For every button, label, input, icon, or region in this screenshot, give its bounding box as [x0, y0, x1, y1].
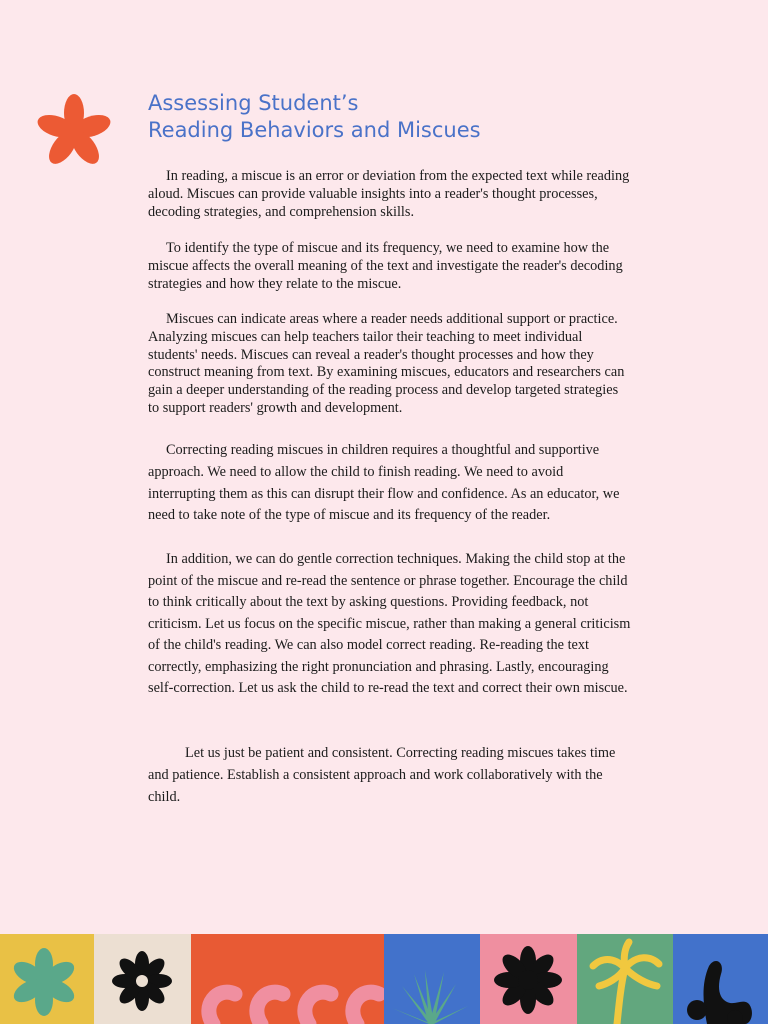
title-line-1: Assessing Student’s	[148, 91, 359, 115]
black-daisy-icon	[480, 934, 577, 1024]
paragraph-miscue-definition: In reading, a miscue is an error or deviation from the expected text while reading aloud. Miscues can provide valuable insights into a reader's thought processes, decoding strategies, and comprehension skills.	[148, 168, 630, 220]
green-leaf-icon	[384, 934, 480, 1024]
green-flower-icon	[0, 934, 94, 1024]
black-daisy-icon	[94, 934, 191, 1024]
paragraph-correcting-miscues: Correcting reading miscues in children requires a thoughtful and supportive approach. We need to allow the child to finish reading. We need to avoid interrupting them as this can disrupt their flow and confidence. As an educator, we need to take note of the type of miscue and its frequency of the reader.	[148, 442, 620, 524]
paragraph-identify-miscue: To identify the type of miscue and its frequency, we need to examine how the miscue affects the overall meaning of the text and investigate the reader's decoding strategies and how they relate to the miscue.	[148, 240, 623, 292]
band-tile	[384, 934, 480, 1024]
paragraph-correction-techniques: In addition, we can do gentle correction techniques. Making the child stop at the point of the miscue and re-read the sentence or phrase together. Encourage the child to think critically about the text by asking questions. Providing feedback, not criticism. Let us focus on the specific miscue, rather than making a general criticism of the child's reading. We can also model correct reading. Re-reading the text correctly, emphasizing the right pronunciation and phrasing. Lastly, encouraging self-correction. Let us ask the child to re-read the text and correct their own miscue.	[148, 551, 631, 696]
paragraph-miscue-analysis: Miscues can indicate areas where a reader needs additional support or practice. Analyzing miscues can help teachers tailor their teaching to meet individual students' needs. Miscues can reveal a reader's thought processes and how they construct meaning from text. By examining miscues, educators and researchers can gain a deeper understanding of the reading process and develop targeted strategies to support readers' growth and development.	[148, 311, 625, 416]
yellow-palm-icon	[577, 934, 673, 1024]
band-tile	[577, 934, 673, 1024]
band-tile	[0, 934, 94, 1024]
band-tile	[480, 934, 577, 1024]
band-tile	[191, 934, 384, 1024]
black-coral-icon	[673, 934, 768, 1024]
band-tile	[673, 934, 768, 1024]
pink-wave-icon	[191, 934, 384, 1024]
decorative-band	[0, 934, 768, 1024]
band-tile	[94, 934, 191, 1024]
paragraph-patience: Let us just be patient and consistent. Correcting reading miscues takes time and patience. Establish a consistent approach and work collaboratively with the child.	[148, 745, 616, 805]
orange-flower-icon	[36, 94, 112, 170]
title-line-2: Reading Behaviors and Miscues	[148, 118, 481, 142]
page-title	[148, 90, 708, 144]
